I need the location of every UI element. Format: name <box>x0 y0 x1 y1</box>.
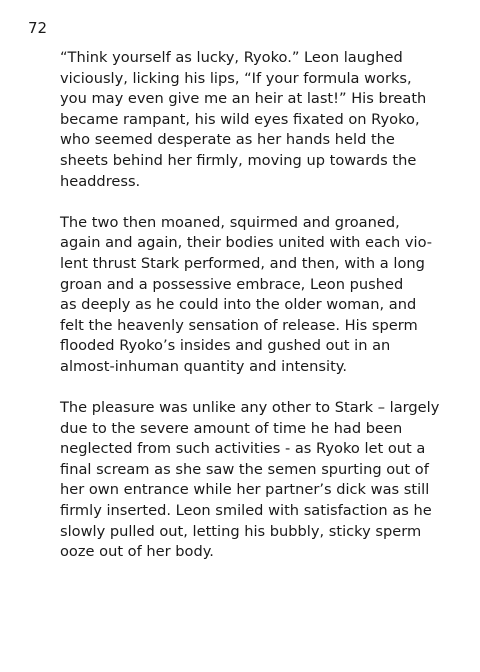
text-line: became rampant, his wild eyes fixated on Ryoko, <box>60 110 420 128</box>
text-line: The two then moaned, squirmed and groaned, <box>60 213 400 231</box>
text-line: slowly pulled out, letting his bubbly, sticky sperm <box>60 522 422 540</box>
text-line: neglected from such activities - as Ryoko let out a <box>60 440 426 458</box>
text-line: groan and a possessive embrace, Leon pushed <box>60 275 404 293</box>
text-line: who seemed desperate as her hands held the <box>60 131 395 149</box>
text-line: almost-inhuman quantity and intensity. <box>60 357 347 375</box>
text-line: “Think yourself as lucky, Ryoko.” Leon laughed <box>60 49 403 66</box>
body-text <box>60 48 440 583</box>
text-line: lent thrust Stark performed, and then, with a long <box>60 254 425 272</box>
text-line: flooded Ryoko’s insides and gushed out in an <box>60 337 391 355</box>
text-line: The pleasure was unlike any other to Stark – largely <box>60 399 440 417</box>
paragraph-2 <box>60 213 433 378</box>
page-number: 72 <box>28 19 48 37</box>
text-line: headdress. <box>60 172 141 190</box>
text-line: as deeply as he could into the older woman, and <box>60 296 417 314</box>
text-line: viciously, licking his lips, “If your formula works, <box>60 69 412 87</box>
text-line: sheets behind her firmly, moving up towards the <box>60 151 417 169</box>
text-line: her own entrance while her partner’s dick was still <box>60 481 430 499</box>
text-line: firmly inserted. Leon smiled with satisfaction as he <box>60 502 432 520</box>
text-line: due to the severe amount of time he had been <box>60 419 403 437</box>
text-line: ooze out of her body. <box>60 543 214 561</box>
text-line: again and again, their bodies united with each vio- <box>60 234 433 252</box>
paragraph-1 <box>60 48 430 192</box>
paragraph-3 <box>60 398 440 563</box>
text-line: you may even give me an heir at last!” His breath <box>60 90 427 108</box>
text-line: felt the heavenly sensation of release. His sperm <box>60 316 418 334</box>
text-line: final scream as she saw the semen spurting out of <box>60 460 429 478</box>
